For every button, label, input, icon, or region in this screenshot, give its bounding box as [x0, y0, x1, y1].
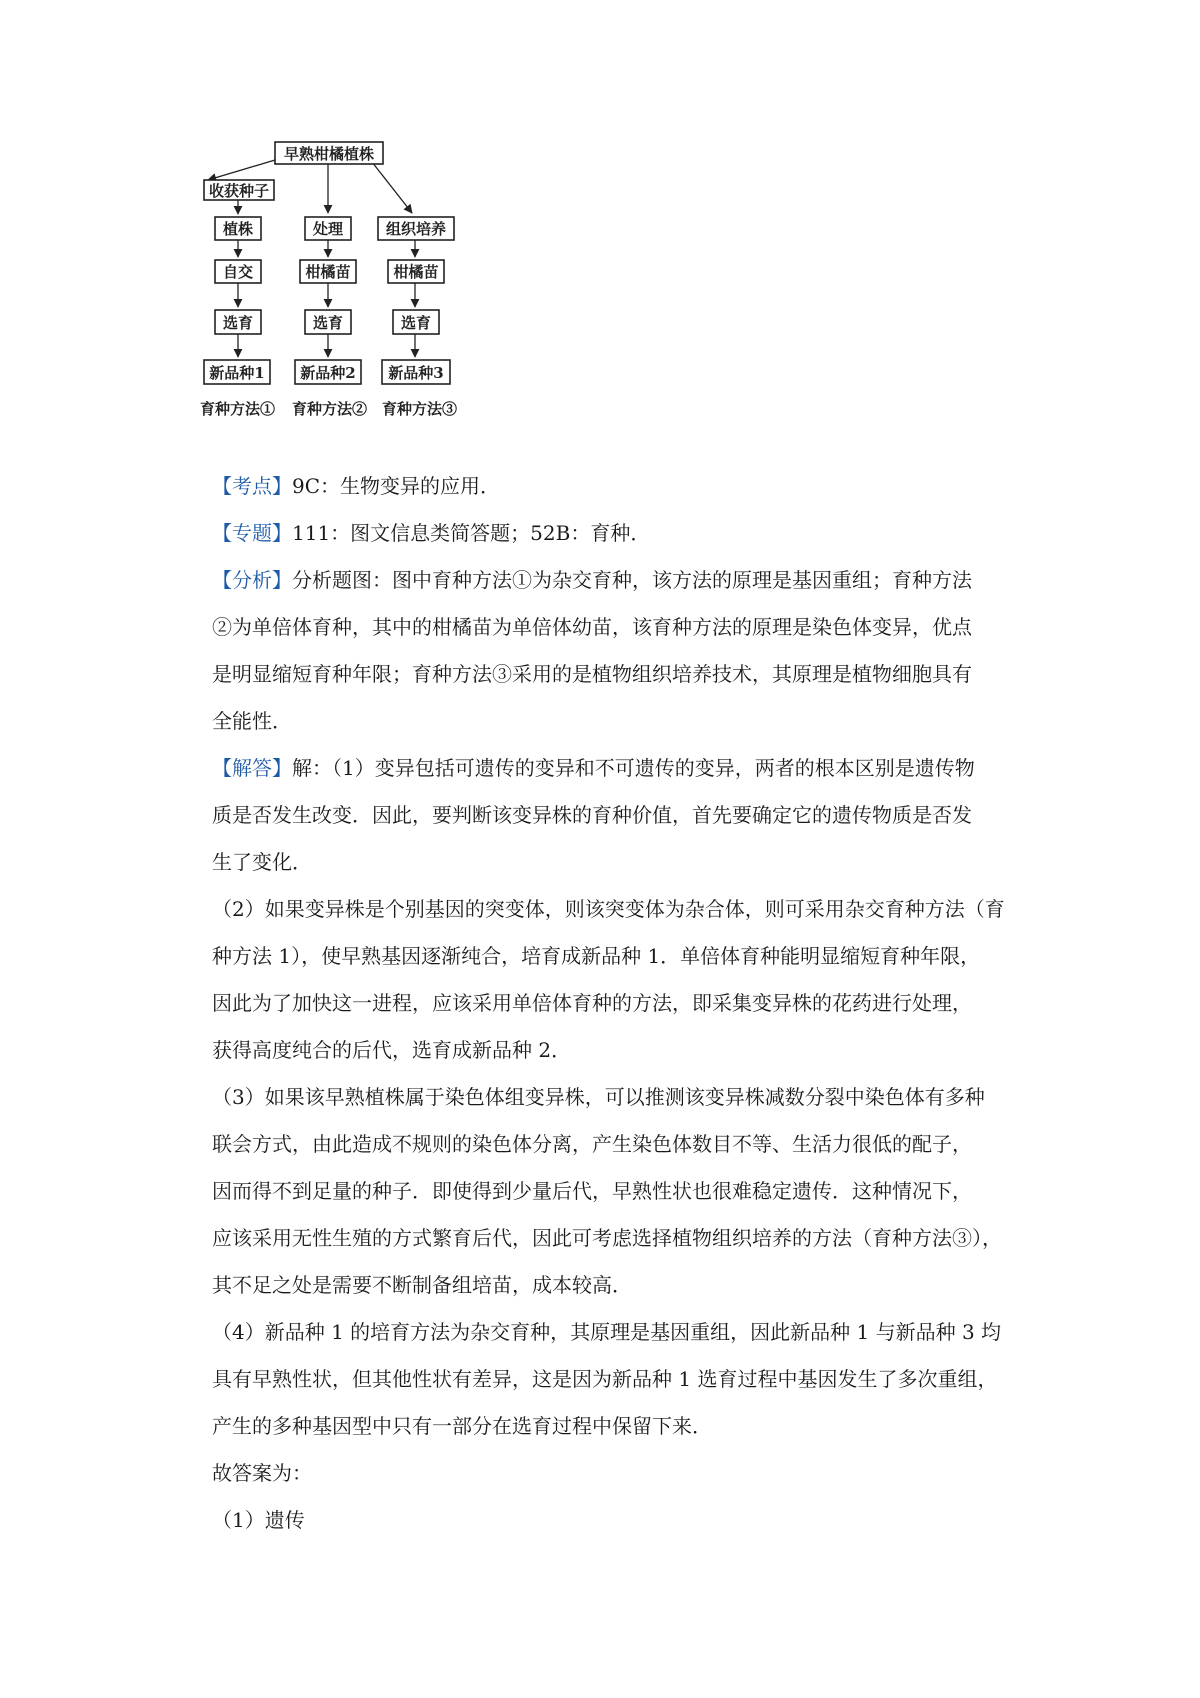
- kaodian-line: [212, 463, 1032, 510]
- zhuanti-line: [212, 510, 1032, 557]
- method-label-1: 育种方法①: [200, 400, 276, 418]
- p3-line-3: 因而得不到足量的种子．即使得到少量后代，早熟性状也很难稳定遗传．这种情况下，: [212, 1179, 972, 1203]
- svg-text:柑橘苗: 柑橘苗: [393, 263, 439, 281]
- jieda-tag: 【解答】: [212, 756, 292, 780]
- fenxi-text-1: 分析题图：图中育种方法①为杂交育种，该方法的原理是基因重组；育种方法: [292, 568, 972, 592]
- box-c2-selection: [305, 310, 351, 334]
- box-c1-new-variety: [204, 360, 270, 384]
- jieda-text-1: 解：（1）变异包括可遗传的变异和不可遗传的变异，两者的根本区别是遗传物: [292, 756, 975, 780]
- method-label-3: 育种方法③: [382, 400, 458, 418]
- fenxi-line-2: ②为单倍体育种，其中的柑橘苗为单倍体幼苗，该育种方法的原理是染色体变异，优点: [212, 615, 972, 639]
- kaodian-text: 9C：生物变异的应用．: [292, 474, 501, 498]
- p3-line-2: 联会方式，由此造成不规则的染色体分离，产生染色体数目不等、生活力很低的配子，: [212, 1132, 972, 1156]
- p3-line-5: 其不足之处是需要不断制备组培苗，成本较高．: [212, 1273, 632, 1297]
- svg-text:新品种1: 新品种1: [209, 364, 265, 382]
- svg-text:收获种子: 收获种子: [208, 182, 270, 200]
- kaodian-tag: 【考点】: [212, 474, 292, 498]
- svg-text:选育: 选育: [312, 314, 344, 332]
- p4-line-2: 具有早熟性状，但其他性状有差异，这是因为新品种 1 选育过程中基因发生了多次重组，: [212, 1367, 998, 1391]
- arrow-root-col1: [208, 160, 275, 180]
- svg-text:组织培养: 组织培养: [385, 220, 447, 238]
- box-c1-selection: [215, 310, 261, 334]
- arrow-root-col3: [372, 162, 412, 213]
- zhuanti-tag: 【专题】: [212, 521, 292, 545]
- method-label-2: 育种方法②: [292, 400, 368, 418]
- box-c1-harvest-seeds: [204, 180, 274, 200]
- box-c1-plant: [215, 217, 261, 240]
- box-c3-tissue-culture: [378, 217, 454, 240]
- svg-text:选育: 选育: [400, 314, 432, 332]
- box-c3-seedling: [388, 260, 444, 283]
- fenxi-line-4: 全能性．: [212, 709, 292, 733]
- answer-intro: 故答案为：: [212, 1461, 312, 1485]
- fenxi-tag: 【分析】: [212, 568, 292, 592]
- box-root: [275, 142, 383, 164]
- p2-line-1: （2）如果变异株是个别基因的突变体，则该突变体为杂合体，则可采用杂交育种方法（育: [212, 897, 1005, 921]
- box-c3-selection: [393, 310, 439, 334]
- fenxi-line-1: [212, 557, 1032, 604]
- fenxi-line-3: 是明显缩短育种年限；育种方法③采用的是植物组织培养技术，其原理是植物细胞具有: [212, 662, 972, 686]
- svg-text:柑橘苗: 柑橘苗: [305, 263, 351, 281]
- p3-line-4: 应该采用无性生殖的方式繁育后代，因此可考虑选择植物组织培养的方法（育种方法③），: [212, 1226, 1002, 1250]
- p4-line-3: 产生的多种基因型中只有一部分在选育过程中保留下来．: [212, 1414, 712, 1438]
- jieda-line-3: 生了变化．: [212, 850, 312, 874]
- box-c2-seedling: [300, 260, 356, 283]
- box-c1-selfing: [215, 260, 261, 283]
- svg-text:处理: 处理: [312, 220, 344, 238]
- svg-text:植株: 植株: [222, 220, 254, 238]
- svg-text:早熟柑橘植株: 早熟柑橘植株: [283, 145, 375, 163]
- document-body: [212, 463, 1032, 1544]
- p2-line-3: 因此为了加快这一进程，应该采用单倍体育种的方法，即采集变异株的花药进行处理，: [212, 991, 972, 1015]
- breeding-flow-diagram: [200, 140, 500, 460]
- jieda-line-2: 质是否发生改变．因此，要判断该变异株的育种价值，首先要确定它的遗传物质是否发: [212, 803, 972, 827]
- box-c2-treatment: [305, 217, 351, 240]
- svg-text:新品种3: 新品种3: [388, 364, 444, 382]
- p2-line-2: 种方法 1），使早熟基因逐渐纯合，培育成新品种 1．单倍体育种能明显缩短育种年限，: [212, 944, 981, 968]
- svg-text:新品种2: 新品种2: [300, 364, 356, 382]
- svg-text:自交: 自交: [222, 263, 254, 281]
- jieda-line-1: [212, 745, 1032, 792]
- p4-line-1: （4）新品种 1 的培育方法为杂交育种，其原理是基因重组，因此新品种 1 与新品种 3 均: [212, 1320, 1002, 1344]
- p3-line-1: （3）如果该早熟植株属于染色体组变异株，可以推测该变异株减数分裂中染色体有多种: [212, 1085, 985, 1109]
- box-c3-new-variety: [382, 360, 450, 384]
- svg-text:选育: 选育: [222, 314, 254, 332]
- p2-line-4: 获得高度纯合的后代，选育成新品种 2．: [212, 1038, 572, 1062]
- box-c2-new-variety: [295, 360, 361, 384]
- answer-1: （1）遗传: [212, 1508, 305, 1532]
- zhuanti-text: 111：图文信息类简答题；52B：育种．: [292, 521, 651, 545]
